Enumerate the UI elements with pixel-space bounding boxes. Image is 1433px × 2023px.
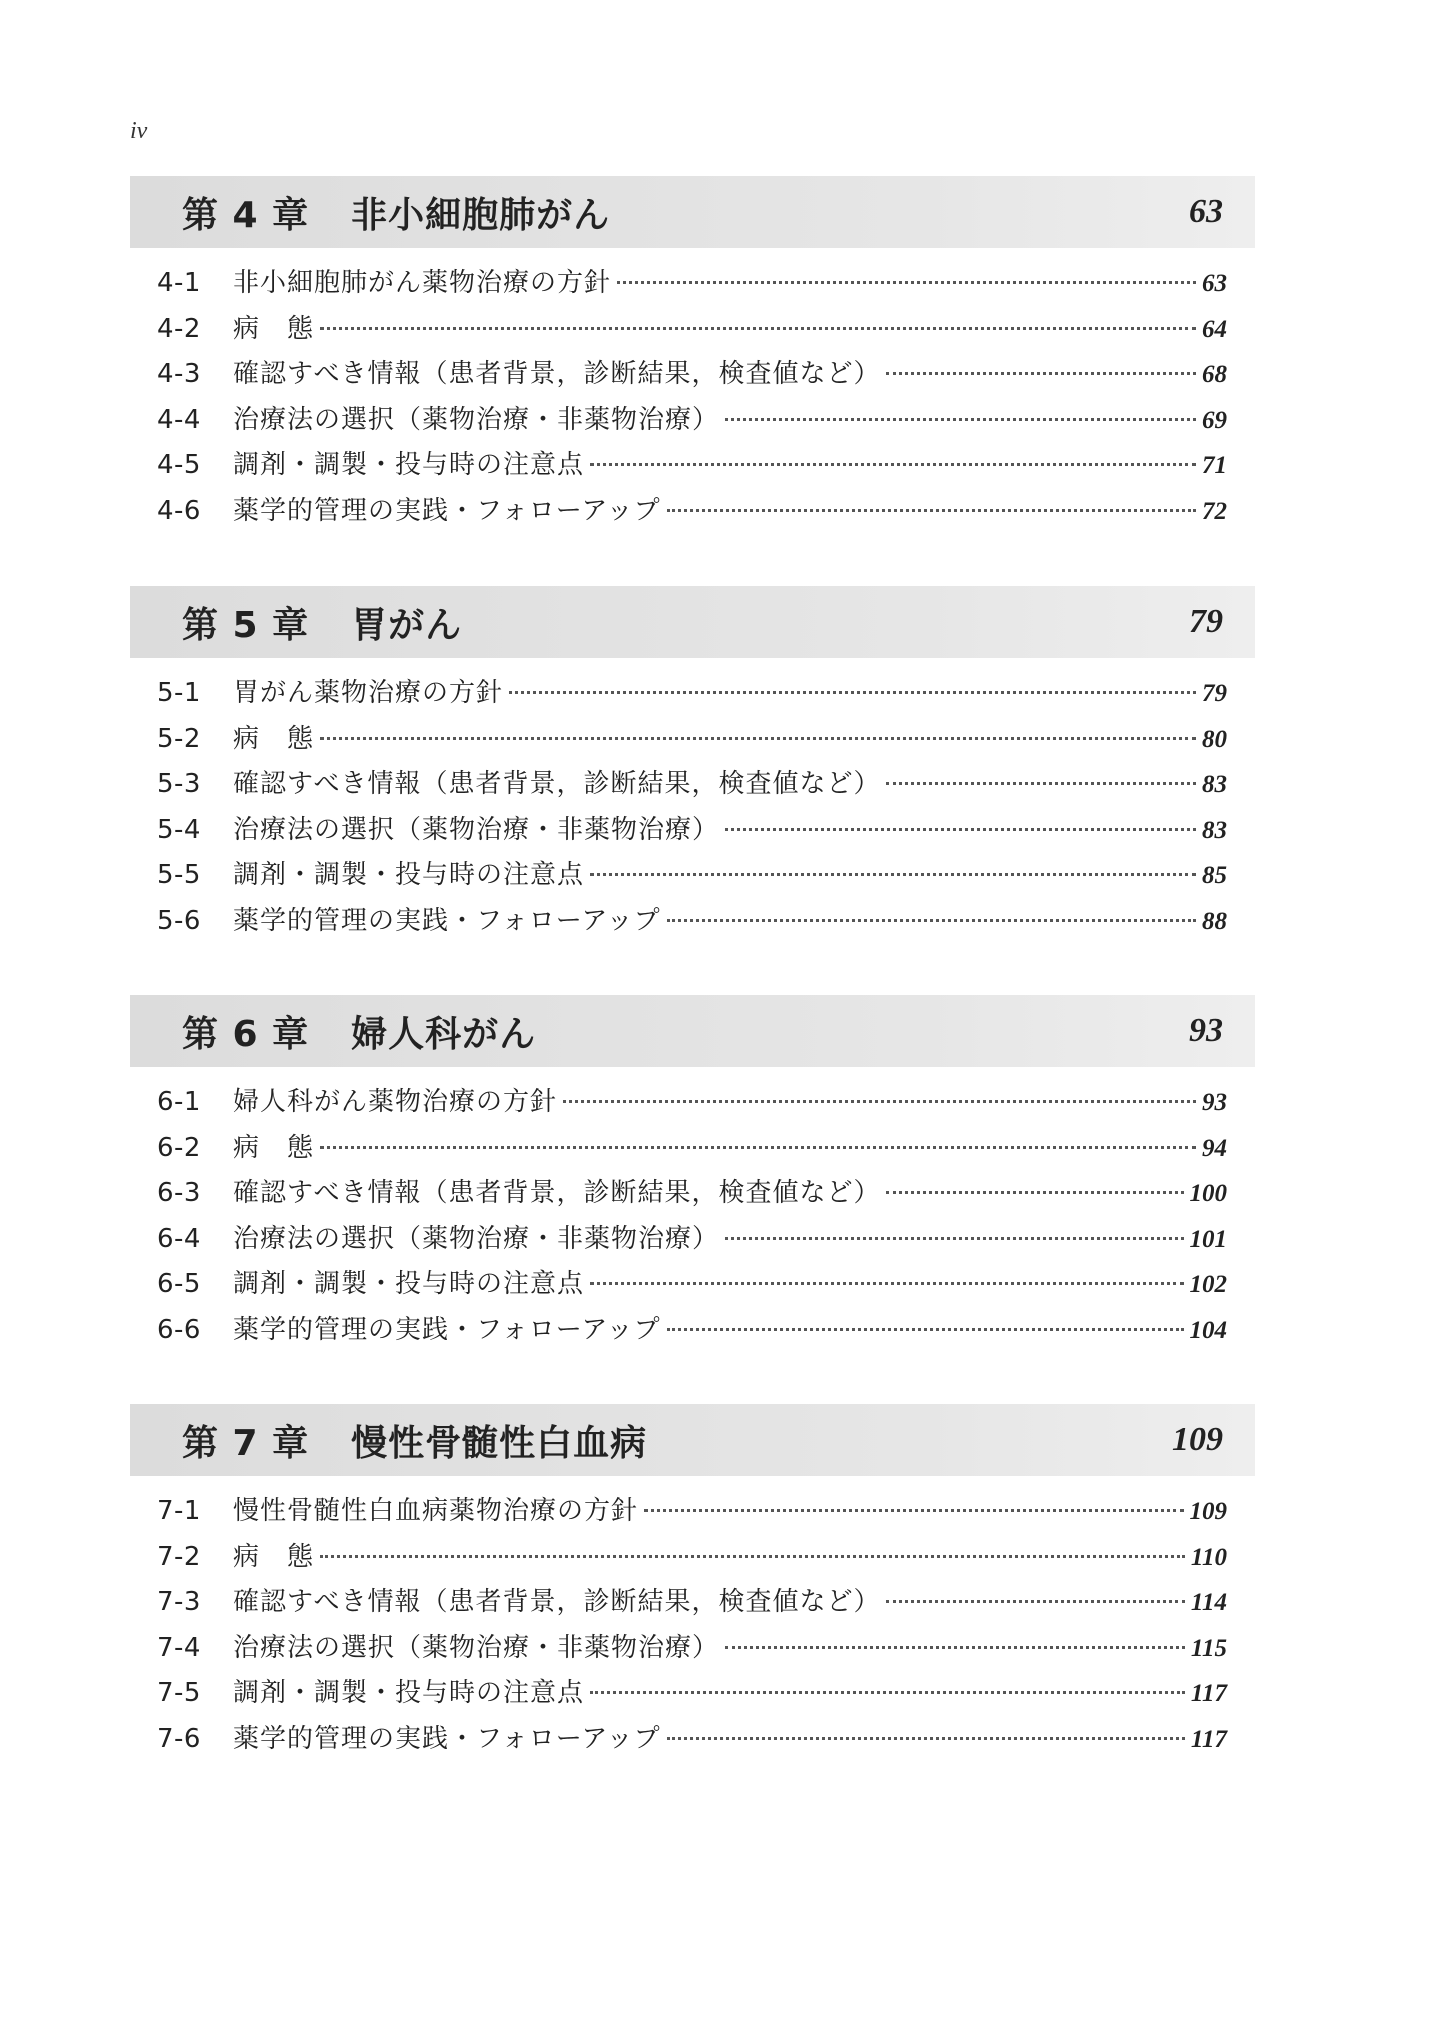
entry-page-number: 114 (1190, 1589, 1227, 1617)
entry-title: 確認すべき情報（患者背景，診断結果，検査値など） (233, 359, 881, 390)
chapter-entry-list (130, 1490, 1255, 1764)
entry-page-number: 69 (1202, 406, 1227, 434)
chapter-number: 第 7 章 (182, 1422, 310, 1464)
entry-page-number: 71 (1202, 452, 1227, 480)
dot-leader (886, 1191, 1183, 1194)
entry-title: 薬学的管理の実践・フォローアップ (233, 1314, 661, 1345)
chapter-section (130, 586, 1255, 946)
entry-number: 6-5 (157, 1269, 201, 1300)
entry-page-number: 94 (1202, 1134, 1227, 1162)
entry-number: 5-2 (157, 723, 201, 754)
entry-number: 5-4 (157, 814, 201, 845)
chapter-header[interactable] (130, 586, 1255, 658)
toc-entry[interactable] (157, 490, 1227, 536)
chapter-number: 第 6 章 (182, 1013, 310, 1055)
toc-entry[interactable] (157, 399, 1227, 445)
entry-number: 4-2 (157, 313, 201, 344)
toc-entry[interactable] (157, 763, 1227, 809)
entry-title: 病 態 (233, 723, 315, 754)
entry-title: 確認すべき情報（患者背景，診断結果，検査値など） (233, 1587, 881, 1618)
toc-entry[interactable] (157, 1081, 1227, 1127)
entry-number: 6-4 (157, 1223, 201, 1254)
entry-title: 薬学的管理の実践・フォローアップ (233, 1723, 661, 1754)
entry-page-number: 117 (1190, 1680, 1227, 1708)
entry-title: 治療法の選択（薬物治療・非薬物治療） (233, 1632, 720, 1663)
entry-page-number: 109 (1189, 1498, 1227, 1525)
toc-entry[interactable] (157, 353, 1227, 399)
entry-number: 5-6 (157, 905, 201, 936)
entry-page-number: 63 (1202, 270, 1227, 297)
entry-page-number: 72 (1202, 497, 1227, 525)
entry-number: 5-3 (157, 769, 201, 800)
entry-number: 6-6 (157, 1314, 201, 1345)
toc-entry[interactable] (157, 1718, 1227, 1764)
dot-leader (590, 463, 1196, 466)
entry-page-number: 101 (1189, 1225, 1227, 1253)
entry-page-number: 85 (1202, 862, 1227, 890)
entry-title: 治療法の選択（薬物治療・非薬物治療） (233, 1223, 720, 1254)
entry-title: 確認すべき情報（患者背景，診断結果，検査値など） (233, 769, 881, 800)
chapter-name: 非小細胞肺がん (351, 194, 611, 236)
entry-page-number: 110 (1190, 1543, 1227, 1571)
entry-title: 薬学的管理の実践・フォローアップ (233, 495, 661, 526)
entry-title: 胃がん薬物治療の方針 (233, 678, 504, 708)
entry-title: 病 態 (233, 1541, 315, 1572)
entry-number: 7-5 (157, 1678, 201, 1709)
chapter-name: 慢性骨髄性白血病 (351, 1422, 648, 1464)
dot-leader (886, 1600, 1184, 1603)
entry-page-number: 79 (1202, 680, 1227, 707)
entry-title: 調剤・調製・投与時の注意点 (233, 450, 585, 481)
entry-page-number: 80 (1202, 725, 1227, 753)
chapter-title (182, 1006, 536, 1057)
dot-leader (667, 1328, 1184, 1331)
entry-number: 6-2 (157, 1132, 201, 1163)
entry-number: 6-3 (157, 1178, 201, 1209)
entry-page-number: 83 (1202, 771, 1227, 799)
toc-entry[interactable] (157, 1490, 1227, 1536)
toc-entry[interactable] (157, 1627, 1227, 1673)
chapter-title (182, 597, 462, 648)
entry-page-number: 93 (1202, 1089, 1227, 1116)
entry-page-number: 88 (1202, 907, 1227, 935)
entry-number: 6-1 (157, 1087, 201, 1117)
dot-leader (563, 1100, 1196, 1103)
dot-leader (320, 1555, 1185, 1558)
chapter-section (130, 1404, 1255, 1764)
dot-leader (725, 1646, 1185, 1649)
entry-number: 7-3 (157, 1587, 201, 1618)
entry-number: 4-3 (157, 359, 201, 390)
dot-leader (725, 418, 1196, 421)
toc-entry[interactable] (157, 854, 1227, 900)
entry-title: 治療法の選択（薬物治療・非薬物治療） (233, 814, 720, 845)
chapter-name: 胃がん (351, 604, 463, 646)
dot-leader (320, 737, 1196, 740)
toc-entry[interactable] (157, 262, 1227, 308)
toc-entry[interactable] (157, 308, 1227, 354)
chapter-page-number: 79 (1189, 603, 1223, 640)
entry-number: 4-5 (157, 450, 201, 481)
toc-entry[interactable] (157, 900, 1227, 946)
entry-number: 7-4 (157, 1632, 201, 1663)
dot-leader (617, 281, 1196, 284)
toc-entry[interactable] (157, 444, 1227, 490)
chapter-section (130, 995, 1255, 1355)
entry-number: 5-5 (157, 860, 201, 891)
entry-number: 7-2 (157, 1541, 201, 1572)
dot-leader (667, 1737, 1185, 1740)
toc-entry[interactable] (157, 1127, 1227, 1173)
page-number: iv (130, 118, 148, 144)
chapter-header[interactable] (130, 995, 1255, 1067)
entry-page-number: 83 (1202, 816, 1227, 844)
dot-leader (590, 873, 1196, 876)
chapter-page-number: 93 (1189, 1012, 1223, 1049)
toc-entry[interactable] (157, 1263, 1227, 1309)
toc-entry[interactable] (157, 1672, 1227, 1718)
entry-page-number: 64 (1202, 315, 1227, 343)
entry-title: 病 態 (233, 1132, 315, 1163)
entry-page-number: 102 (1189, 1271, 1227, 1299)
entry-number: 5-1 (157, 678, 201, 708)
dot-leader (320, 1146, 1196, 1149)
dot-leader (667, 509, 1196, 512)
chapter-name: 婦人科がん (351, 1013, 537, 1055)
dot-leader (725, 1237, 1183, 1240)
chapter-header[interactable] (130, 1404, 1255, 1476)
chapter-title (182, 187, 610, 238)
toc-entry[interactable] (157, 672, 1227, 718)
entry-title: 確認すべき情報（患者背景，診断結果，検査値など） (233, 1178, 881, 1209)
entry-title: 調剤・調製・投与時の注意点 (233, 1269, 585, 1300)
toc-entry[interactable] (157, 1218, 1227, 1264)
dot-leader (320, 327, 1196, 330)
dot-leader (667, 919, 1196, 922)
chapter-number: 第 5 章 (182, 604, 310, 646)
entry-number: 4-4 (157, 404, 201, 435)
toc-entry[interactable] (157, 1536, 1227, 1582)
dot-leader (590, 1691, 1185, 1694)
dot-leader (725, 828, 1196, 831)
dot-leader (509, 691, 1196, 694)
entry-title: 調剤・調製・投与時の注意点 (233, 1678, 585, 1709)
dot-leader (886, 782, 1196, 785)
chapter-header[interactable] (130, 176, 1255, 248)
entry-title: 慢性骨髄性白血病薬物治療の方針 (233, 1496, 639, 1526)
entry-title: 調剤・調製・投与時の注意点 (233, 860, 585, 891)
chapter-title (182, 1415, 647, 1466)
entry-page-number: 68 (1202, 361, 1227, 389)
chapter-number: 第 4 章 (182, 194, 310, 236)
chapter-section (130, 176, 1255, 536)
entry-number: 4-6 (157, 495, 201, 526)
entry-title: 治療法の選択（薬物治療・非薬物治療） (233, 404, 720, 435)
dot-leader (644, 1509, 1183, 1512)
chapter-entry-list (130, 1081, 1255, 1355)
entry-page-number: 117 (1190, 1725, 1227, 1753)
entry-number: 7-6 (157, 1723, 201, 1754)
entry-title: 非小細胞肺がん薬物治療の方針 (233, 268, 612, 298)
entry-title: 病 態 (233, 313, 315, 344)
entry-title: 婦人科がん薬物治療の方針 (233, 1087, 558, 1117)
entry-number: 4-1 (157, 268, 201, 298)
toc-entry[interactable] (157, 1172, 1227, 1218)
toc-entry[interactable] (157, 1581, 1227, 1627)
entry-number: 7-1 (157, 1496, 201, 1526)
chapter-entry-list (130, 672, 1255, 946)
chapter-page-number: 63 (1189, 193, 1223, 230)
toc-entry[interactable] (157, 809, 1227, 855)
toc-entry[interactable] (157, 718, 1227, 764)
dot-leader (886, 372, 1196, 375)
toc-entry[interactable] (157, 1309, 1227, 1355)
entry-page-number: 115 (1190, 1634, 1227, 1662)
entry-title: 薬学的管理の実践・フォローアップ (233, 905, 661, 936)
entry-page-number: 100 (1189, 1180, 1227, 1208)
chapter-page-number: 109 (1172, 1421, 1223, 1458)
chapter-entry-list (130, 262, 1255, 536)
dot-leader (590, 1282, 1183, 1285)
entry-page-number: 104 (1189, 1316, 1227, 1344)
